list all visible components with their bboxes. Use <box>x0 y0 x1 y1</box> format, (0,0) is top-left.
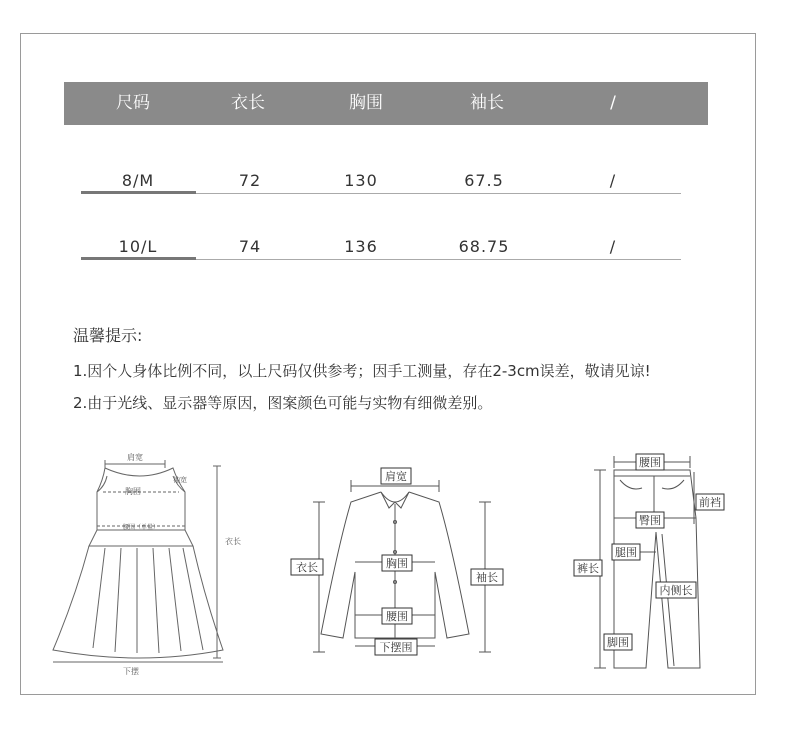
header-size: 尺码 <box>116 93 150 113</box>
cell-chest: 130 <box>344 171 378 190</box>
cell-sleeve: 68.75 <box>458 237 510 256</box>
pants-thigh-label: 腿围 <box>615 546 637 559</box>
tip-line-1: 1.因个人身体比例不同，以上尺码仅供参考；因手工测量，存在2-3cm误差，敬请见谅! <box>73 362 651 380</box>
cell-sleeve: 67.5 <box>464 171 504 190</box>
dress-hem-label: 下摆 <box>123 667 139 676</box>
pants-measurement-diagram <box>570 448 730 676</box>
pants-inseam-label: 内侧长 <box>659 584 693 597</box>
shirt-chest-label: 胸围 <box>386 557 408 570</box>
header-chest: 胸围 <box>349 93 383 113</box>
header-slash: / <box>610 93 616 113</box>
shirt-shoulder-label: 肩宽 <box>385 470 407 483</box>
pants-length-label: 裤长 <box>577 562 599 575</box>
pants-front-rise-label: 前裆 <box>699 496 721 509</box>
pants-leg-opening-label: 脚围 <box>607 636 629 649</box>
cell-size: 8/M <box>121 171 155 190</box>
shirt-hem-label: 下摆围 <box>379 641 413 654</box>
dress-measurement-diagram <box>45 448 245 680</box>
row-divider-thick <box>81 257 196 260</box>
row-divider <box>196 193 681 194</box>
header-length: 衣长 <box>231 93 265 113</box>
dress-length-label: 衣长 <box>225 537 241 546</box>
cell-length: 74 <box>238 237 262 256</box>
table-row <box>0 171 790 201</box>
row-divider <box>196 259 681 260</box>
dress-sleeve-label: 袖宽 <box>173 476 187 484</box>
header-sleeve: 袖长 <box>470 93 504 113</box>
cell-chest: 136 <box>344 237 378 256</box>
shirt-length-label: 衣长 <box>296 561 318 574</box>
pants-waist-label: 腰围 <box>639 456 661 469</box>
shirt-sleeve-label: 袖长 <box>476 571 498 584</box>
shirt-measurement-diagram <box>285 462 505 662</box>
cell-slash: / <box>609 237 617 256</box>
dress-waist-label: 腰围（单量） <box>122 524 160 531</box>
row-divider-thick <box>81 191 196 194</box>
pants-hip-label: 臀围 <box>639 514 661 527</box>
size-table-header <box>64 82 708 125</box>
cell-size: 10/L <box>118 237 158 256</box>
cell-slash: / <box>609 171 617 190</box>
tips-title: 温馨提示: <box>73 326 143 345</box>
shirt-waist-label: 腰围 <box>386 610 408 623</box>
dress-chest-label: 胸围 <box>125 487 141 496</box>
cell-length: 72 <box>238 171 262 190</box>
tip-line-2: 2.由于光线、显示器等原因，图案颜色可能与实物有细微差别。 <box>73 394 493 412</box>
table-row <box>0 237 790 267</box>
dress-shoulder-label: 肩宽 <box>127 453 143 462</box>
